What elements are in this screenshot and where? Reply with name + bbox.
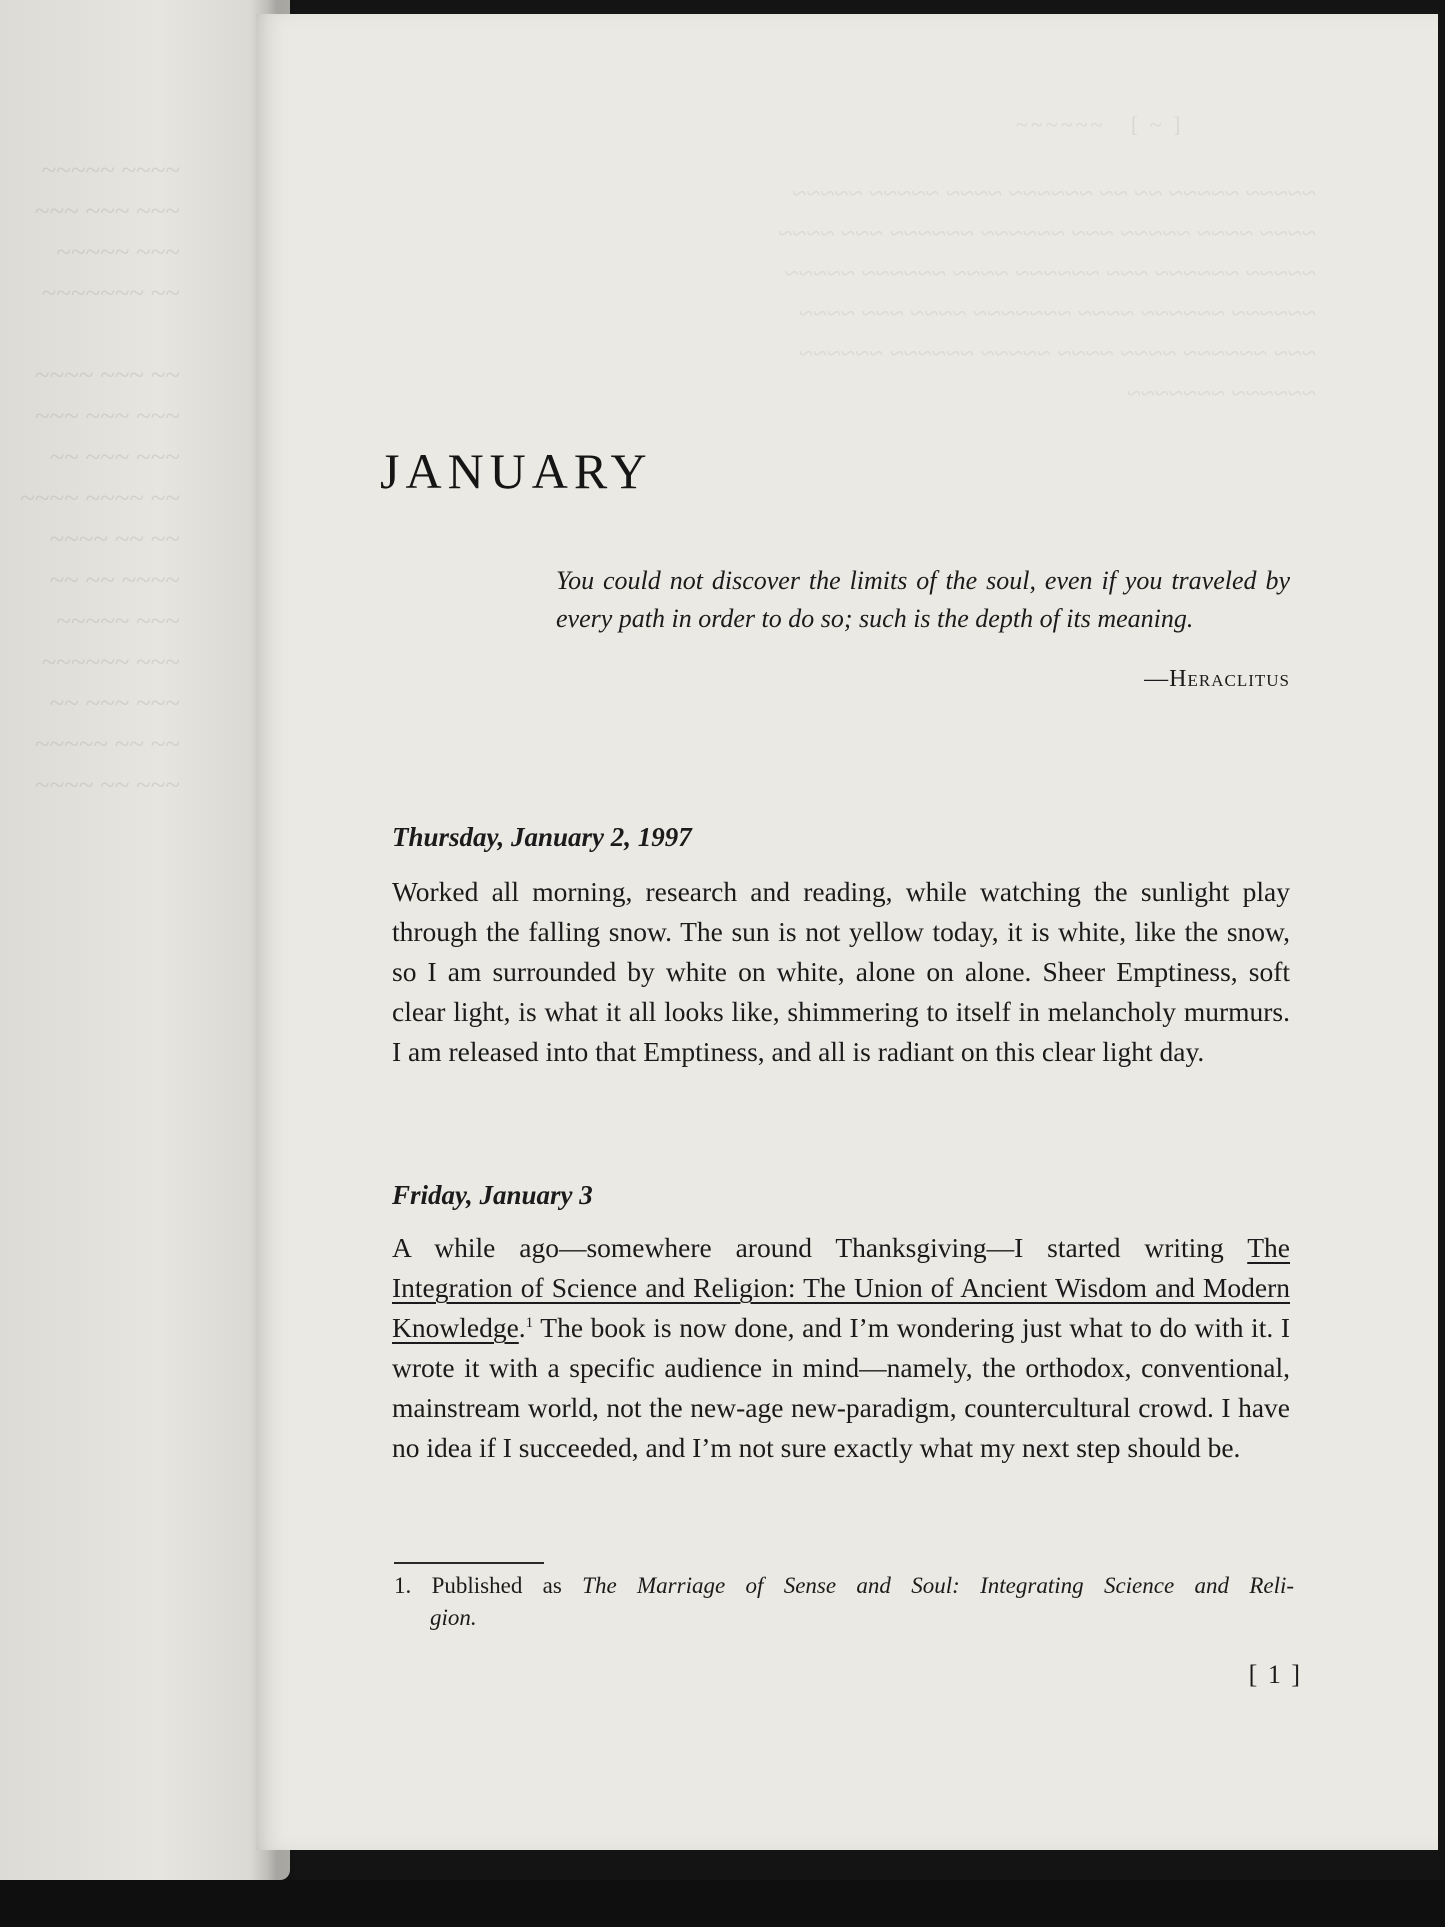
epigraph-attribution: —Heraclitus: [1144, 666, 1290, 692]
left-page-bleedthrough: ~~~~~ ~~~~ ~~~ ~~~ ~~~ ~~~~~ ~~~ ~~~~~~~ ~~ ~~~~ ~~~ ~~ ~~~ ~~~ ~~~ ~~ ~~~ ~~~ ~~~~ ~~~~ ~~ ~~~~ ~~ ~~ ~~ ~~ ~~~~ ~~~~~ ~~~ ~~~~~~ ~~~ ~~ ~~~ ~~~ ~~~~~ ~~ ~~ ~~~~ ~~ ~~~: [20, 155, 180, 800]
bleedthrough-header: ~~~~~~ [ ~ ]: [1016, 112, 1184, 137]
underlined-book-title: The Integration of Science and Religion: The Union of Ancient Wisdom and Modern Knowledge: [392, 1232, 1290, 1343]
page-number: [ 1 ]: [1248, 1660, 1302, 1689]
chapter-title: JANUARY: [380, 443, 653, 499]
footnote: 1. Published as The Marriage of Sense and Soul: Integrating Science and Reli- gion.: [394, 1573, 1295, 1630]
entry-date-jan-2: Thursday, January 2, 1997: [392, 822, 692, 852]
left-page: [0, 0, 290, 1880]
footnote-reference: 1: [525, 1314, 534, 1331]
right-page: [256, 14, 1438, 1850]
bleedthrough-text: ~~~~~ ~~~~~ ~~ ~~ ~~~~~~ ~~~~ ~~~~~ ~~~~~ ~~~~ ~~~~ ~~~~~ ~~~ ~~~~~~ ~~~~~~ ~~~ ~~~~ ~~~~~ ~~~~~~ ~~~ ~~~~~~ ~~~~ ~~~~~~ ~~~~~ ~~~~~~ ~~~~~~ ~~~~ ~~~~~~~ ~~~~ ~~~ ~~~~ ~~~ ~~~~~~ ~~~~ ~~~~ ~~~~~ ~~~~~~ ~~~~~~ ~~~~~~ ~~~~~~~: [778, 179, 1316, 408]
epigraph-quote: You could not discover the limits of the soul, even if you traveled by every path in order to do so; such is the depth of its meaning.: [556, 566, 1290, 633]
footnote-title: The Marriage of Sense and Soul: Integrating Science and Reli-: [582, 1573, 1295, 1598]
page-content: [256, 14, 1438, 1850]
footnote-divider: [394, 1562, 544, 1564]
entry-date-jan-3: Friday, January 3: [392, 1180, 593, 1210]
entry-body-jan-3: A while ago—somewhere around Thanksgiving—I started writing The Integration of Science and Religion: The Union of Ancient Wisdom and Modern Knowledge.$^1$ The book is now done, and I’m wondering just what to do with it. I wrote it with a specific audience in mind—namely, the orthodox, conventional, mainstream world, not the new-age new-paradigm, countercultural crowd. I have no idea if I succeeded, and I’m not sure exactly what my next step should be.: [392, 1232, 1290, 1463]
dark-background-edge: [0, 1880, 1445, 1927]
entry-body-jan-2: Worked all morning, research and reading, while watching the sunlight play through the falling snow. The sun is not yellow today, it is white, like the snow, so I am surrounded by white on white, alone on alone. Sheer Emptiness, soft clear light, is what it all looks like, shimmering to itself in melancholy murmurs. I am released into that Emptiness, and all is radiant on this clear light day.: [392, 876, 1290, 1067]
footnote-number: 1.: [394, 1573, 412, 1598]
